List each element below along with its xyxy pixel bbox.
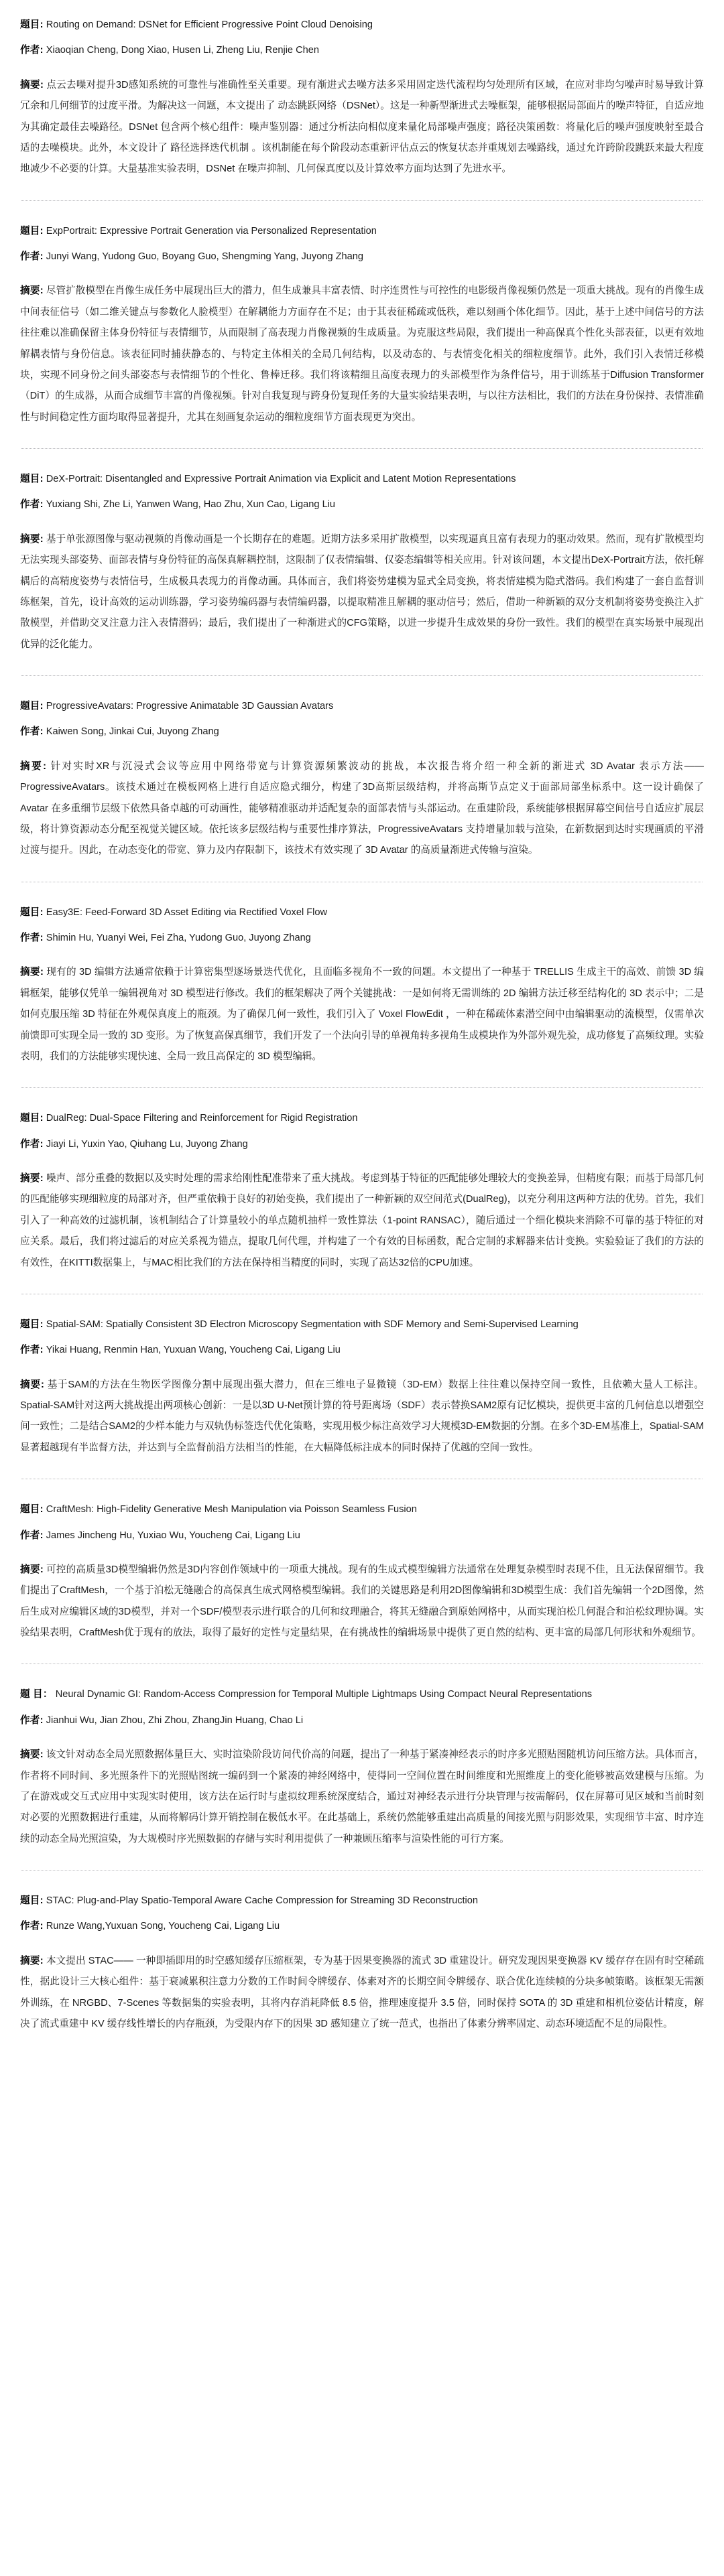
paper-entry bbox=[20, 1684, 704, 1850]
paper-abstract: 本文提出 STAC—— 一种即插即用的时空感知缓存压缩框架，专为基于因果变换器的流式 3D 重建设计。研究发现因果变换器 KV 缓存存在固有时空稀疏性，据此设计三大核心组件：基于衰减累积注意力分数的工作时间令牌缓存、体素对齐的长期空间令牌缓存、联合优化连续帧的分块多帧策略。该框架无需额外训练，在 NRGBD、7-Scenes 等数据集的实验表明，其将内存消耗降低 8.5 倍，推理速度提升 3.5 倍，同时保持 SOTA 的 3D 重建和相机位姿估计精度，解决了流式重建中 KV 缓存线性增长的内存瓶颈，为受限内存下的因果 3D 感知建立了统一范式，也指出了体素分辨率固定、动态环境适配不足的局限性。 bbox=[20, 1955, 704, 2029]
paper-title: ExpPortrait: Expressive Portrait Generation via Personalized Representation bbox=[46, 225, 377, 236]
abstract-label: 摘要: bbox=[20, 967, 44, 978]
paper-authors-row bbox=[20, 247, 704, 267]
paper-title: Neural Dynamic GI: Random-Access Compression for Temporal Multiple Lightmaps Using Compact Neural Representations bbox=[55, 1689, 592, 1700]
paper-authors-row bbox=[20, 1134, 704, 1155]
authors-label: 作者: bbox=[20, 933, 44, 943]
abstract-label: 摘要: bbox=[20, 533, 44, 545]
paper-abstract: 噪声、部分重叠的数据以及实时处理的需求给刚性配准带来了重大挑战。考虑到基于特征的匹配能够处理较大的变换差异，但精度有限；而基于局部几何的匹配能够实现细粒度的局部对齐，但严重依赖于良好的初始变换，我们提出了一种新颖的双空间范式(DualReg)，以充分利用这两种方法的优势。首先，我们引入了一种高效的过滤机制，该机制结合了计算量较小的单点随机抽样一致性算法（1-point RANSAC），随后通过一个细化模块来消除不可靠的基于特征的对应关系。最后，我们将过滤后的对应关系视为锚点，提取几何代理，并构建了一个有效的目标函数，配合定制的求解器来估计变换。实验验证了我们的方法的有效性，在KITTI数据集上，与MAC相比我们的方法在保持相当精度的同时，实现了高达32倍的CPU加速。 bbox=[20, 1173, 704, 1268]
paper-entry bbox=[20, 1499, 704, 1643]
paper-entry bbox=[20, 221, 704, 428]
paper-authors: Yikai Huang, Renmin Han, Yuxuan Wang, Youcheng Cai, Ligang Liu bbox=[46, 1345, 341, 1356]
title-label: 题目: bbox=[20, 225, 44, 236]
paper-entry bbox=[20, 1108, 704, 1274]
paper-authors: Kaiwen Song, Jinkai Cui, Juyong Zhang bbox=[46, 726, 219, 738]
paper-title: Easy3E: Feed-Forward 3D Asset Editing via Rectified Voxel Flow bbox=[46, 906, 328, 918]
paper-title: Routing on Demand: DSNet for Efficient Progressive Point Cloud Denoising bbox=[46, 19, 373, 30]
paper-title-row bbox=[20, 1314, 704, 1335]
paper-abstract-row bbox=[20, 1745, 704, 1850]
paper-authors-row bbox=[20, 1340, 704, 1361]
paper-authors: Jianhui Wu, Jian Zhou, Zhi Zhou, ZhangJin Huang, Chao Li bbox=[46, 1714, 304, 1726]
paper-authors: Yuxiang Shi, Zhe Li, Yanwen Wang, Hao Zhu, Xun Cao, Ligang Liu bbox=[46, 499, 336, 511]
title-label: 题目: bbox=[20, 906, 44, 918]
abstract-label: 摘要: bbox=[20, 1379, 45, 1390]
paper-abstract: 点云去噪对提升3D感知系统的可靠性与准确性至关重要。现有渐进式去噪方法多采用固定迭代流程均匀处理所有区域，在应对非均匀噪声时易导致计算冗余和几何细节的过度平滑。为解决这一问题，本文提出了 动态跳跃网络（DSNet）。这是一种新型渐进式去噪框架，能够根据局部面片的噪声特征，自适应地为其确定最佳去噪路径。DSNet 包含两个核心组件：噪声鉴别器：通过分析法向相似度来量化局部噪声强度；路径决策函数：将量化后的噪声强度映射至最合适的去噪模块。此外，本文设计了 路径选择迭代机制 。该机制能在每个阶段动态重新评估点云的恢复状态并重规划去噪路线，通过允许跨阶段跳跃来最大程度地减少不必要的计算。大量基准实验表明，DSNet 在噪声抑制、几何保真度以及计算效率方面均达到了先进水平。 bbox=[20, 79, 704, 175]
paper-abstract: 该文针对动态全局光照数据体量巨大、实时渲染阶段访问代价高的问题，提出了一种基于紧凑神经表示的时序多光照贴图随机访问压缩方法。具体而言，作者将不同时间、多光照条件下的光照贴图统一编码到一个紧凑的神经网络中，使得同一空间位置在时间维度和光照维度上的变化能够被高效建模与压缩。为了在游戏或交互式应用中实现实时使用，该方法在运行时与虚拟纹理系统深度结合，通过对神经表示进行分块管理与按需解码，仅在屏幕可见区域和当前时刻对必要的光照数据进行重建，从而将解码计算开销控制在极低水平。在此基础上，系统仍然能够重建出高质量的间接光照与阴影效果，实现细节丰富、时序连续的动态全局光照渲染，为大规模时序光照数据的存储与实时利用提供了一种兼顾压缩率与渲染性能的可行方案。 bbox=[20, 1749, 704, 1844]
authors-label: 作者: bbox=[20, 1530, 44, 1541]
paper-abstract-row bbox=[20, 756, 704, 862]
paper-authors: Xiaoqian Cheng, Dong Xiao, Husen Li, Zheng Liu, Renjie Chen bbox=[46, 45, 319, 56]
paper-abstract: 现有的 3D 编辑方法通常依赖于计算密集型逐场景迭代优化，且面临多视角不一致的问题。本文提出了一种基于 TRELLIS 生成主干的高效、前馈 3D 编辑框架，能够仅凭单一编辑视角对 3D 模型进行修改。我们的框架解决了两个关键挑战：一是如何将无需训练的 2D 编辑方法迁移至结构化的 3D 表示中；二是如何克服压缩 3D 特征在外观保真度上的瓶颈。为了确保几何一致性，我们引入了 Voxel FlowEdit ，一种在稀疏体素潜空间中由编辑驱动的流模型，仅需单次前馈即可实现全局一致的 3D 变形。为了恢复高保真细节，我们开发了一个法向引导的单视角转多视角生成模块作为外部外观先验，成功修复了高频纹理。实验表明，我们的方法能够实现快速、全局一致且高保定的 3D 模型编辑。 bbox=[20, 967, 704, 1062]
paper-abstract-row bbox=[20, 281, 704, 428]
authors-label: 作者: bbox=[20, 251, 44, 262]
abstract-label: 摘要: bbox=[20, 285, 44, 297]
paper-authors: James Jincheng Hu, Yuxiao Wu, Youcheng Cai, Ligang Liu bbox=[46, 1530, 300, 1541]
paper-authors: Junyi Wang, Yudong Guo, Boyang Guo, Shengming Yang, Juyong Zhang bbox=[46, 251, 363, 262]
paper-abstract: 可控的高质量3D模型编辑仍然是3D内容创作领域中的一项重大挑战。现有的生成式模型编辑方法通常在处理复杂模型时表现不佳，且无法保留细节。我们提出了CraftMesh，一个基于泊松无缝融合的高保真生成式网格模型编辑。我们的关键思路是利用2D图像编辑和3D模型生成：我们首先编辑一个2D图像，然后生成对应编辑区域的3D模型，并对一个SDF/模型表示进行联合的几何和纹理融合，将其无缝融合到原始网格中，从而实现泊松几何混合和泊松纹理协调。实验结果表明，CraftMesh优于现有的放法，取得了最好的定性与定量结果，在有挑战性的编辑场景中提供了更自然的结构、更丰富的局部几何形状和外观细节。 bbox=[20, 1564, 704, 1638]
paper-authors: Jiayi Li, Yuxin Yao, Qiuhang Lu, Juyong Zhang bbox=[46, 1138, 248, 1150]
paper-title: Spatial-SAM: Spatially Consistent 3D Electron Microscopy Segmentation with SDF Memory and Semi-Supervised Learning bbox=[46, 1318, 579, 1330]
authors-label: 作者: bbox=[20, 1921, 44, 1932]
paper-entry bbox=[20, 469, 704, 655]
paper-title-row bbox=[20, 696, 704, 717]
authors-label: 作者: bbox=[20, 1714, 44, 1726]
title-label: 题目: bbox=[20, 1895, 44, 1906]
authors-label: 作者: bbox=[20, 726, 44, 738]
title-label: 题目: bbox=[20, 1504, 44, 1515]
paper-authors: Runze Wang,Yuxuan Song, Youcheng Cai, Ligang Liu bbox=[46, 1921, 280, 1932]
paper-title-row bbox=[20, 902, 704, 923]
authors-label: 作者: bbox=[20, 45, 44, 56]
paper-title-row bbox=[20, 1891, 704, 1911]
paper-authors-row bbox=[20, 1916, 704, 1937]
paper-title-row bbox=[20, 1684, 704, 1705]
title-label: 题目: bbox=[20, 701, 44, 711]
entries-container bbox=[20, 15, 704, 2035]
paper-title-row bbox=[20, 469, 704, 490]
paper-title-row bbox=[20, 1499, 704, 1520]
abstract-label: 摘要: bbox=[20, 760, 47, 772]
paper-authors-row bbox=[20, 494, 704, 515]
paper-entry bbox=[20, 15, 704, 180]
paper-authors-row bbox=[20, 722, 704, 742]
paper-entry bbox=[20, 902, 704, 1068]
paper-abstract-row bbox=[20, 1560, 704, 1644]
paper-abstract: 基于SAM的方法在生物医学图像分割中展现出强大潜力，但在三维电子显微镜（3D-EM）数据上往往难以保持空间一致性，且依赖大量人工标注。Spatial-SAM针对这两大挑战提出两项核心创新：一是以3D U-Net预计算的符号距离场（SDF）表示替换SAM2原有记忆模块，提供更丰富的几何信息以增强空间一致性；二是结合SAM2的少样本能力与双轨伪标签迭代优化策略，实现用极少标注高效学习大规模3D-EM数据的分割。在多个3D-EM基准上，Spatial-SAM显著超越现有半监督方法，并达到与全监督前沿方法相当的性能，在大幅降低标注成本的同时保持了优越的空间一致性。 bbox=[20, 1379, 704, 1453]
paper-title: ProgressiveAvatars: Progressive Animatable 3D Gaussian Avatars bbox=[46, 701, 334, 711]
authors-label: 作者: bbox=[20, 1138, 44, 1150]
paper-authors-row bbox=[20, 1526, 704, 1546]
paper-title-row bbox=[20, 221, 704, 242]
paper-abstract: 针对实时XR与沉浸式会议等应用中网络带宽与计算资源频繁波动的挑战，本次报告将介绍一种全新的渐进式 3D Avatar 表示方法——ProgressiveAvatars。该技术通过在模板网格上进行自适应隐式细分，构建了3D高斯层级结构，并将高斯节点定义于面部局部坐标系中。这一设计确保了 Avatar 在多重细节层级下依然具备卓越的可动画性，能够精准驱动并适配复杂的面部表情与头部运动。在重建阶段，系统能够根据屏幕空间信号自适应扩展层级，将计算资源动态分配至视觉关键区域。依托该多层级结构与重要性排序算法，ProgressiveAvatars 支持增量加载与渲染，在新数据到达时实现画质的平滑过渡与提升。因此，在动态变化的带宽、算力及内存限制下，该技术有效实现了 3D Avatar 的高质量渐进式传输与渲染。 bbox=[20, 760, 704, 856]
abstract-label: 摘要: bbox=[20, 1564, 44, 1575]
entry-separator bbox=[21, 1087, 703, 1088]
paper-abstract-row bbox=[20, 1951, 704, 2035]
authors-label: 作者: bbox=[20, 1345, 44, 1356]
paper-abstract-row bbox=[20, 1375, 704, 1459]
authors-label: 作者: bbox=[20, 499, 44, 511]
paper-entry bbox=[20, 696, 704, 862]
paper-title: DualReg: Dual-Space Filtering and Reinforcement for Rigid Registration bbox=[46, 1113, 358, 1124]
title-label: 题 目： bbox=[20, 1689, 53, 1700]
paper-abstract: 基于单张源图像与驱动视频的肖像动画是一个长期存在的难题。近期方法多采用扩散模型，以实现逼真且富有表现力的驱动效果。然而，现有扩散模型均无法实现头部姿势、面部表情与身份特征的高保真解耦控制，这限制了仅表情编辑、仅姿态编辑等相关应用。针对该问题，本文提出DeX-Portrait方法，依托解耦后的高精度姿势与表情信号，生成极具表现力的肖像动画。具体而言，我们将姿势建模为显式全局变换，将表情建模为隐式潜码。我们构建了一套自监督训练框架，首先，设计高效的运动训练器，学习姿势编码器与表情编码器，以提取精准且解耦的驱动信号；然后，借助一种新颖的双分支机制将姿势变换注入扩散模型，并借助交叉注意力注入表情潜码；最后，我们提出了一种渐进式的CFG策略，以进一步提升生成效果的身份一致性。我们的模型在真实场景中展现出优异的泛化能力。 bbox=[20, 533, 704, 650]
title-label: 题目: bbox=[20, 19, 44, 30]
entry-separator bbox=[21, 448, 703, 449]
abstract-label: 摘要: bbox=[20, 1749, 44, 1761]
paper-title: DeX-Portrait: Disentangled and Expressive Portrait Animation via Explicit and Latent Motion Representations bbox=[46, 474, 516, 484]
title-label: 题目: bbox=[20, 1318, 44, 1330]
paper-abstract: 尽管扩散模型在肖像生成任务中展现出巨大的潜力，但生成兼具丰富表情、时序连贯性与可控性的电影级肖像视频仍然是一项重大挑战。现有的肖像生成中间表征信号（如二维关键点与参数化人脸模型）在解耦能力方面存在不足；由于其表征稀疏或低秩，难以刻画个体化细节。因此，基于上述中间信号的方法往往难以准确保留主体身份特征与表情细节，从而限制了高表现力肖像视频的生成质量。为克服这些局限，我们提出一种高保真个性化头部表征，以更有效地解耦表情与身份信息。该表征同时捕获静态的、与特定主体相关的全局几何结构，以及动态的、与表情变化相关的细粒度细节。此外，我们引入表情迁移模块，实现不同身份之间头部姿态与表情细节的个性化、鲁棒迁移。我们将该精细且高度表现力的头部模型作为条件信号，用于训练基于Diffusion Transformer（DiT）的生成器，从而合成细节丰富的肖像视频。针对自我复现与跨身份复现任务的大量实验结果表明，与以往方法相比，我们的方法在身份保持、表情准确性与时间稳定性方面均取得显著提升，尤其在刻画复杂运动的细粒度细节方面表现更为突出。 bbox=[20, 285, 704, 423]
title-label: 题目: bbox=[20, 474, 44, 484]
entry-separator bbox=[21, 1870, 703, 1871]
paper-authors-row bbox=[20, 1710, 704, 1731]
paper-authors-row bbox=[20, 928, 704, 949]
paper-title: CraftMesh: High-Fidelity Generative Mesh Manipulation via Poisson Seamless Fusion bbox=[46, 1504, 417, 1515]
entry-separator bbox=[21, 200, 703, 201]
paper-abstract-row bbox=[20, 529, 704, 655]
paper-title: STAC: Plug-and-Play Spatio-Temporal Aware Cache Compression for Streaming 3D Reconstruction bbox=[46, 1895, 479, 1906]
paper-authors: Shimin Hu, Yuanyi Wei, Fei Zha, Yudong Guo, Juyong Zhang bbox=[46, 933, 311, 943]
abstract-label: 摘要: bbox=[20, 79, 44, 90]
title-label: 题目: bbox=[20, 1113, 44, 1124]
abstract-label: 摘要: bbox=[20, 1955, 44, 1966]
abstract-label: 摘要: bbox=[20, 1173, 44, 1184]
entry-separator bbox=[21, 675, 703, 676]
paper-abstract-row bbox=[20, 1168, 704, 1274]
paper-abstract-row bbox=[20, 75, 704, 180]
paper-title-row bbox=[20, 15, 704, 36]
paper-title-row bbox=[20, 1108, 704, 1129]
paper-abstract-row bbox=[20, 962, 704, 1067]
paper-entry bbox=[20, 1891, 704, 2035]
paper-entry bbox=[20, 1314, 704, 1459]
paper-authors-row bbox=[20, 40, 704, 61]
